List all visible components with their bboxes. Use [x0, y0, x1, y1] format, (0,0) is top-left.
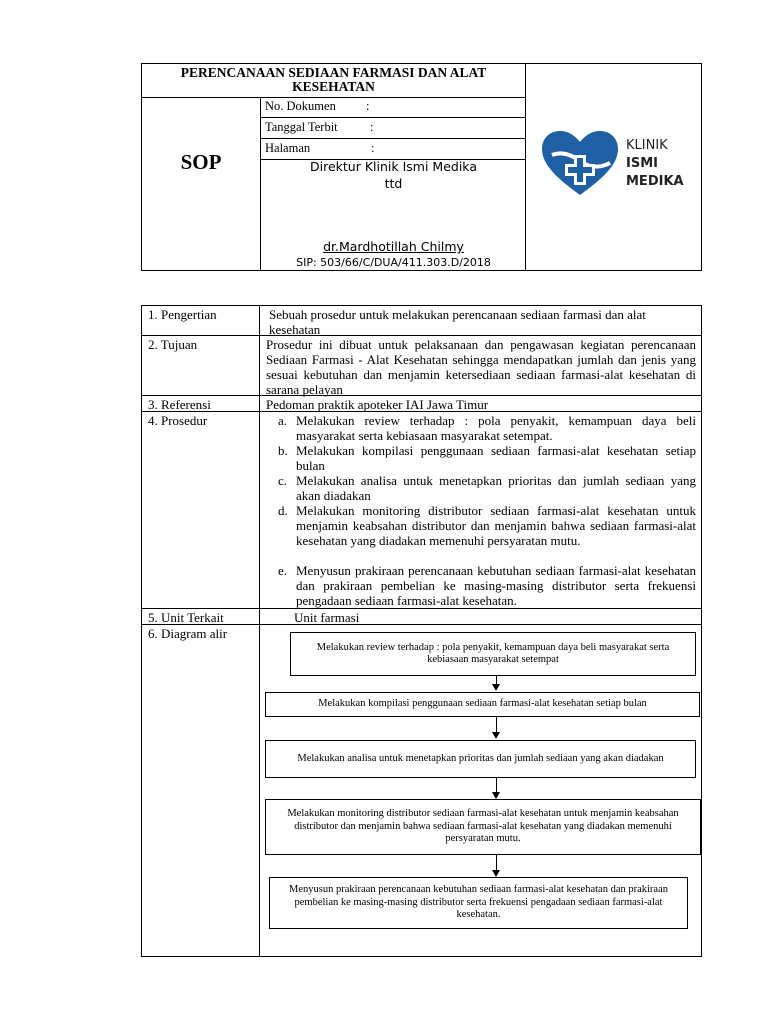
signature-name: dr.Mardhotillah Chilmy: [323, 239, 464, 254]
prosedur-item-d: Melakukan monitoring distributor sediaan farmasi-alat kesehatan untuk menjamin keabsahan distributor dan menjamin bahwa sediaan farmasi-alat kesehatan yang diadakan memenuhi persyaratan mutu.: [296, 503, 696, 548]
signature-sip: SIP: 503/66/C/DUA/411.303.D/2018: [296, 256, 491, 269]
text-referensi: Pedoman praktik apoteker IAI Jawa Timur: [266, 397, 489, 412]
flow-step-1: Melakukan review terhadap : pola penyakit, kemampuan daya beli masyarakat serta kebiasaan masyarakat setempat: [290, 632, 696, 676]
label-referensi: 3. Referensi: [148, 397, 211, 412]
sop-header-table: [141, 63, 702, 271]
prosedur-marker-d: d.: [278, 503, 288, 518]
field-no-dokumen-label: No. Dokumen: [265, 99, 336, 113]
signature-role: Direktur Klinik Ismi Medika: [310, 159, 477, 174]
prosedur-item-c: Melakukan analisa untuk menetapkan prioritas dan jumlah sediaan yang akan diadakan: [296, 473, 696, 503]
heart-cross-icon: [540, 129, 620, 199]
logo-text-klinik: KLINIK: [626, 138, 668, 153]
label-pengertian: 1. Pengertian: [148, 307, 217, 322]
flow-step-2: Melakukan kompilasi penggunaan sediaan farmasi-alat kesehatan setiap bulan: [265, 692, 700, 717]
field-halaman-label: Halaman: [265, 141, 311, 155]
field-tanggal-terbit-sep: :: [370, 120, 374, 134]
logo-text-ismi: ISMI: [626, 156, 658, 171]
document-title: PERENCANAAN SEDIAAN FARMASI DAN ALAT KESEHATAN: [180, 65, 487, 94]
field-halaman-sep: :: [371, 141, 375, 155]
flow-step-3: Melakukan analisa untuk menetapkan prioritas dan jumlah sediaan yang akan diadakan: [265, 740, 696, 778]
sop-label: SOP: [180, 150, 222, 174]
label-prosedur: 4. Prosedur: [148, 413, 208, 428]
prosedur-item-a: Melakukan review terhadap : pola penyakit, kemampuan daya beli masyarakat serta kebiasaan masyarakat setempat.: [296, 413, 696, 443]
label-diagram-alir: 6. Diagram alir: [148, 626, 228, 641]
prosedur-marker-a: a.: [278, 413, 288, 428]
label-tujuan: 2. Tujuan: [148, 337, 198, 352]
prosedur-item-b: Melakukan kompilasi penggunaan sediaan farmasi-alat kesehatan setiap bulan: [296, 443, 696, 473]
prosedur-marker-c: c.: [278, 473, 288, 488]
prosedur-marker-b: b.: [278, 443, 288, 458]
prosedur-item-e: Menyusun prakiraan perencanaan kebutuhan sediaan farmasi-alat kesehatan dan prakiraan pembelian ke masing-masing distributor serta frekuensi pengadaan sediaan farmasi-alat kesehatan.: [296, 563, 696, 608]
text-tujuan: Prosedur ini dibuat untuk pelaksanaan dan pengawasan kegiatan perencanaan Sediaan Farmasi - Alat Kesehatan sehingga mendapatkan jumlah dan jenis yang sesuai kebutuhan dan menjamin ketersediaan sediaan farmasi-alat kesehatan di sarana pelayan: [266, 337, 696, 397]
text-pengertian: Sebuah prosedur untuk melakukan perencanaan sediaan farmasi dan alat kesehatan: [269, 307, 646, 337]
flow-step-5: Menyusun prakiraan perencanaan kebutuhan sediaan farmasi-alat kesehatan dan prakiraan pembelian ke masing-masing distributor serta frekuensi pengadaan sediaan farmasi-alat kesehatan.: [269, 877, 688, 929]
sop-content-table: [141, 305, 702, 957]
field-tanggal-terbit-label: Tanggal Terbit: [265, 120, 338, 134]
flow-step-4: Melakukan monitoring distributor sediaan farmasi-alat kesehatan untuk menjamin keabsahan distributor dan menjamin bahwa sediaan farmasi-alat kesehatan yang diadakan memenuhi persyaratan mutu.: [265, 799, 701, 855]
text-unit-terkait: Unit farmasi: [294, 610, 360, 625]
label-unit-terkait: 5. Unit Terkait: [148, 610, 224, 625]
prosedur-marker-e: e.: [278, 563, 288, 578]
signature-ttd: ttd: [384, 176, 403, 191]
field-no-dokumen-sep: :: [366, 99, 370, 113]
logo-text-medika: MEDIKA: [626, 174, 684, 189]
